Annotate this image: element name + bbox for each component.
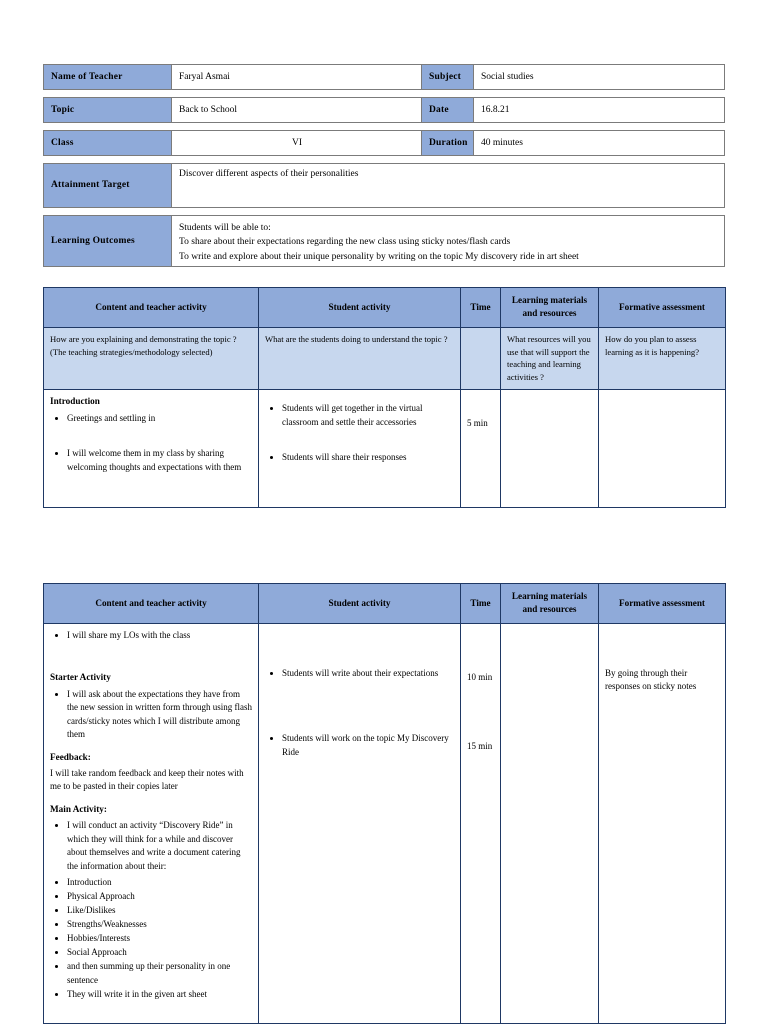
table-row	[44, 390, 726, 508]
header-student-activity: Student activity	[259, 288, 461, 328]
label-subject: Subject	[422, 65, 474, 89]
main-activity-title: Main Activity:	[50, 803, 107, 814]
list-item: • Social Approach	[67, 946, 252, 960]
label-name-of-teacher: Name of Teacher	[44, 65, 172, 89]
starter-activity-title: Starter Activity	[50, 672, 111, 683]
value-duration: 40 minutes	[481, 137, 523, 148]
label-attainment-target: Attainment Target	[44, 164, 172, 207]
label-topic: Topic	[44, 98, 172, 122]
cell-main-content	[44, 623, 259, 1023]
value-date: 16.8.21	[481, 104, 510, 115]
cell-main-materials	[501, 623, 599, 1023]
list-item: • Students will get together in the virtual classroom and settle their accessories	[282, 402, 454, 429]
cell-main-student	[259, 623, 461, 1023]
label-date: Date	[422, 98, 474, 122]
value-subject: Social studies	[481, 71, 534, 82]
list-item: • Hobbies/Interests	[67, 932, 252, 946]
header-learning-materials-and-resources: Learning materials and resources	[501, 288, 599, 328]
student-activity-bullets	[265, 667, 454, 760]
value-class: VI	[172, 131, 422, 155]
list-item: • Students will share their responses	[282, 451, 454, 465]
value-topic: Back to School	[172, 98, 422, 122]
learning-outcome-line: To write and explore about their unique personality by writing on the topic My discovery ride in art sheet	[179, 251, 579, 262]
table-header-row	[44, 584, 726, 624]
list-item: • They will write it in the given art sheet	[67, 988, 252, 1002]
starter-activity-bullets	[50, 688, 252, 742]
list-item: • I will share my LOs with the class	[67, 629, 252, 643]
list-item: • Students will write about their expectations	[282, 667, 454, 681]
header-formative-assessment: Formative assessment	[599, 288, 726, 328]
header-formative-assessment: Formative assessment	[599, 584, 726, 624]
label-class: Class	[44, 131, 172, 155]
introduction-title: Introduction	[50, 396, 100, 407]
header-content-and-teacher-activity: Content and teacher activity	[44, 584, 259, 624]
header-content-and-teacher-activity: Content and teacher activity	[44, 288, 259, 328]
assessment-text: By going through their responses on sticky notes	[605, 667, 697, 692]
header-time: Time	[461, 288, 501, 328]
lesson-info-block	[43, 64, 725, 274]
cell-introduction-content	[44, 390, 259, 508]
lesson-plan-table-page-one	[43, 287, 726, 508]
cell-introduction-time	[461, 390, 501, 508]
list-item: • Introduction	[67, 876, 252, 890]
introduction-teacher-bullets	[50, 412, 252, 475]
cell-introduction-student	[259, 390, 461, 508]
header-learning-materials-and-resources: Learning materials and resources	[501, 584, 599, 624]
list-item: • I will welcome them in my class by sharing welcoming thoughts and expectations with them	[67, 447, 252, 474]
list-item: • Greetings and settling in	[67, 412, 252, 426]
learning-outcome-line: To share about their expectations regarding the new class using sticky notes/flash cards	[179, 237, 511, 248]
label-duration: Duration	[422, 131, 474, 155]
cell-introduction-assessment	[599, 390, 726, 508]
guidance-materials: What resources will you use that will support the teaching and learning activities ?	[501, 327, 599, 390]
cell-introduction-materials	[501, 390, 599, 508]
feedback-title: Feedback:	[50, 751, 91, 762]
list-item: • Strengths/Weaknesses	[67, 918, 252, 932]
spacer	[50, 645, 252, 671]
guidance-time	[461, 327, 501, 390]
time-value: 10 min	[467, 671, 493, 682]
header-student-activity: Student activity	[259, 584, 461, 624]
main-activity-bullets	[50, 819, 252, 1001]
time-value: 5 min	[467, 418, 488, 429]
time-value: 15 min	[467, 740, 493, 751]
learning-outcome-line: Students will be able to:	[179, 223, 271, 233]
feedback-text: I will take random feedback and keep their notes with me to be pasted in their copies later	[50, 767, 244, 792]
list-item: • Students will work on the topic My Discovery Ride	[282, 732, 454, 759]
list-item: • I will conduct an activity “Discovery Ride” in which they will think for a while and discover about themselves and write a document catering the information about their:	[67, 819, 252, 873]
lesson-plan-table-page-two	[43, 583, 726, 1024]
table-row	[44, 623, 726, 1023]
header-time: Time	[461, 584, 501, 624]
info-row-learning-outcomes	[43, 215, 725, 267]
list-item: • and then summing up their personality in one sentence	[67, 960, 252, 987]
table-header-row	[44, 288, 726, 328]
info-row-class	[43, 130, 725, 156]
info-row-topic	[43, 97, 725, 123]
value-attainment-target: Discover different aspects of their personalities	[179, 169, 359, 179]
label-learning-outcomes: Learning Outcomes	[44, 216, 172, 266]
guidance-student: What are the students doing to understand the topic ?	[259, 327, 461, 390]
list-item: • I will ask about the expectations they have from the new session in written form through using flash cards/sticky notes which I will distribute among them	[67, 688, 252, 742]
info-row-attainment-target	[43, 163, 725, 208]
guidance-content: How are you explaining and demonstrating the topic ? (The teaching strategies/methodology selected)	[44, 327, 259, 390]
cell-main-assessment	[599, 623, 726, 1023]
table-guidance-row	[44, 327, 726, 390]
value-learning-outcomes	[172, 216, 724, 266]
list-item: • Like/Dislikes	[67, 904, 252, 918]
introduction-student-bullets	[265, 402, 454, 465]
info-row-teacher	[43, 64, 725, 90]
value-name-of-teacher: Faryal Asmai	[172, 65, 422, 89]
lo-bullet-list	[50, 629, 252, 643]
cell-main-time	[461, 623, 501, 1023]
guidance-assessment: How do you plan to assess learning as it is happening?	[599, 327, 726, 390]
list-item: • Physical Approach	[67, 890, 252, 904]
